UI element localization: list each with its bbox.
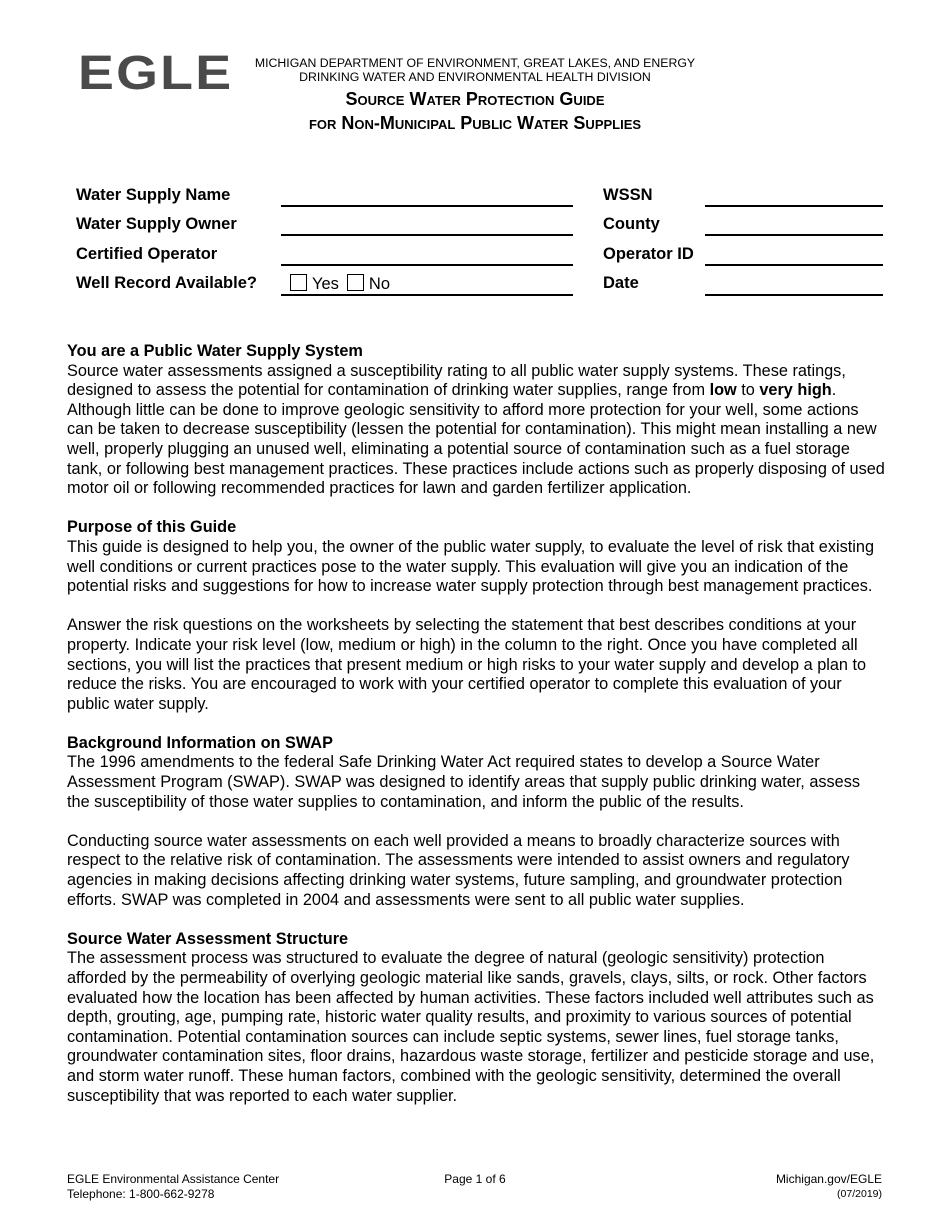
water-supply-owner-label: Water Supply Owner	[76, 215, 237, 233]
agency-line-2: DRINKING WATER AND ENVIRONMENTAL HEALTH DIVISION	[299, 70, 651, 84]
text-run: . Although little can be done to improve geologic sensitivity to afford more protection for your well, some actions can be taken to decrease susceptibility (lessen the potential for contamination). This might mean installing a new well, properly plugging an unused well, eliminating a potential source of contamination such as a fuel storage tank, or following best management practices. These practices include actions such as properly disposing of used motor oil or following recommended practices for lawn and garden fertilizer application.	[67, 381, 885, 498]
well-record-options	[290, 274, 398, 294]
county-field[interactable]	[705, 234, 883, 236]
page-number: Page 1 of 6	[444, 1172, 506, 1186]
section-paragraph: This guide is designed to help you, the owner of the public water supply, to evaluate the level of risk that existing well conditions or current practices pose to the water supply. This evaluation will give you an indication of the potential risks and suggestions for how to increase water supply protection through best management practices.	[67, 537, 874, 596]
water-supply-owner-field[interactable]	[281, 234, 573, 236]
footer-revision: (07/2019)	[837, 1188, 882, 1200]
text-run: to	[736, 381, 760, 400]
yes-label: Yes	[312, 275, 339, 293]
well-record-underline	[281, 294, 573, 296]
agency-line-1: MICHIGAN DEPARTMENT OF ENVIRONMENT, GREAT LAKES, AND ENERGY	[254, 56, 696, 70]
operator-id-label: Operator ID	[603, 245, 694, 263]
section-paragraph: The 1996 amendments to the federal Safe Drinking Water Act required states to develop a Source Water Assessment Program (SWAP). SWAP was designed to identify areas that supply public drinking water, assess the susceptibility of those water supplies to contamination, and inform the public of the results.	[67, 753, 861, 811]
yes-checkbox[interactable]	[290, 274, 307, 291]
water-supply-name-label: Water Supply Name	[76, 186, 231, 204]
footer-center-name: EGLE Environmental Assistance Center	[67, 1172, 280, 1186]
bold-low: low	[709, 381, 737, 400]
agency-name	[250, 56, 700, 84]
well-record-label: Well Record Available?	[76, 274, 257, 292]
section-heading-assessment-structure: Source Water Assessment Structure	[67, 929, 349, 948]
document-title	[240, 87, 710, 135]
date-label: Date	[603, 274, 639, 292]
footer-right	[776, 1172, 882, 1202]
title-line-1: Source Water Protection Guide	[345, 89, 605, 109]
operator-id-field[interactable]	[705, 264, 883, 266]
certified-operator-field[interactable]	[281, 264, 573, 266]
body-content	[67, 342, 885, 1126]
section-paragraph: Answer the risk questions on the worksheets by selecting the statement that best describes conditions at your property. Indicate your risk level (low, medium or high) in the column to the right. Once you have completed all sections, you will list the practices that present medium or high risks to your water supply and develop a plan to reduce the risks. You are encouraged to work with your certified operator to complete this evaluation of your public water supply.	[67, 616, 867, 713]
section-heading-purpose: Purpose of this Guide	[67, 518, 237, 537]
certified-operator-label: Certified Operator	[76, 245, 218, 263]
section-paragraph: The assessment process was structured to evaluate the degree of natural (geologic sensitivity) protection afforded by the permeability of overlying geologic material like sands, gravels, clays, silts, or rock. Other factors evaluated how the location has been affected by human activities. These factors included well attributes such as depth, grouting, age, pumping rate, historic water quality results, and proximity to various sources of potential contamination. Potential contamination sources can include septic systems, sewer lines, fuel storage tanks, groundwater contamination sites, floor drains, hazardous waste storage, fertilizer and pesticide storage and use, and storm water runoff. These human factors, combined with the geologic sensitivity, determined the overall susceptibility that was reported to each water supplier.	[67, 949, 875, 1105]
bold-very-high: very high	[759, 381, 832, 400]
footer-telephone: Telephone: 1-800-662-9278	[67, 1187, 215, 1201]
section-heading-public-water-supply: You are a Public Water Supply System	[67, 342, 363, 360]
county-label: County	[603, 215, 660, 233]
wssn-label: WSSN	[603, 186, 653, 204]
wssn-field[interactable]	[705, 205, 883, 207]
footer-website[interactable]: Michigan.gov/EGLE	[775, 1172, 882, 1186]
text-run: Source water assessments assigned a susceptibility rating to all public water supply systems. These ratings, designed to assess the potential for contamination of drinking water supplies, range from	[67, 361, 846, 400]
title-line-2: for Non-Municipal Public Water Supplies	[308, 113, 642, 133]
section-paragraph: Conducting source water assessments on each well provided a means to broadly characterize sources with respect to the relative risk of contamination. The assessments were intended to assist owners and regulatory agencies in making decisions affecting drinking water systems, future sampling, and groundwater protection efforts. SWAP was completed in 2004 and assessments were sent to all public water supplies.	[67, 831, 850, 909]
date-field[interactable]	[705, 294, 883, 296]
footer-left	[67, 1172, 279, 1202]
water-supply-name-field[interactable]	[281, 205, 573, 207]
no-checkbox[interactable]	[347, 274, 364, 291]
no-label: No	[368, 275, 391, 293]
egle-logo: EGLE	[78, 47, 234, 100]
section-heading-swap: Background Information on SWAP	[67, 733, 333, 752]
section-paragraph	[67, 362, 885, 499]
